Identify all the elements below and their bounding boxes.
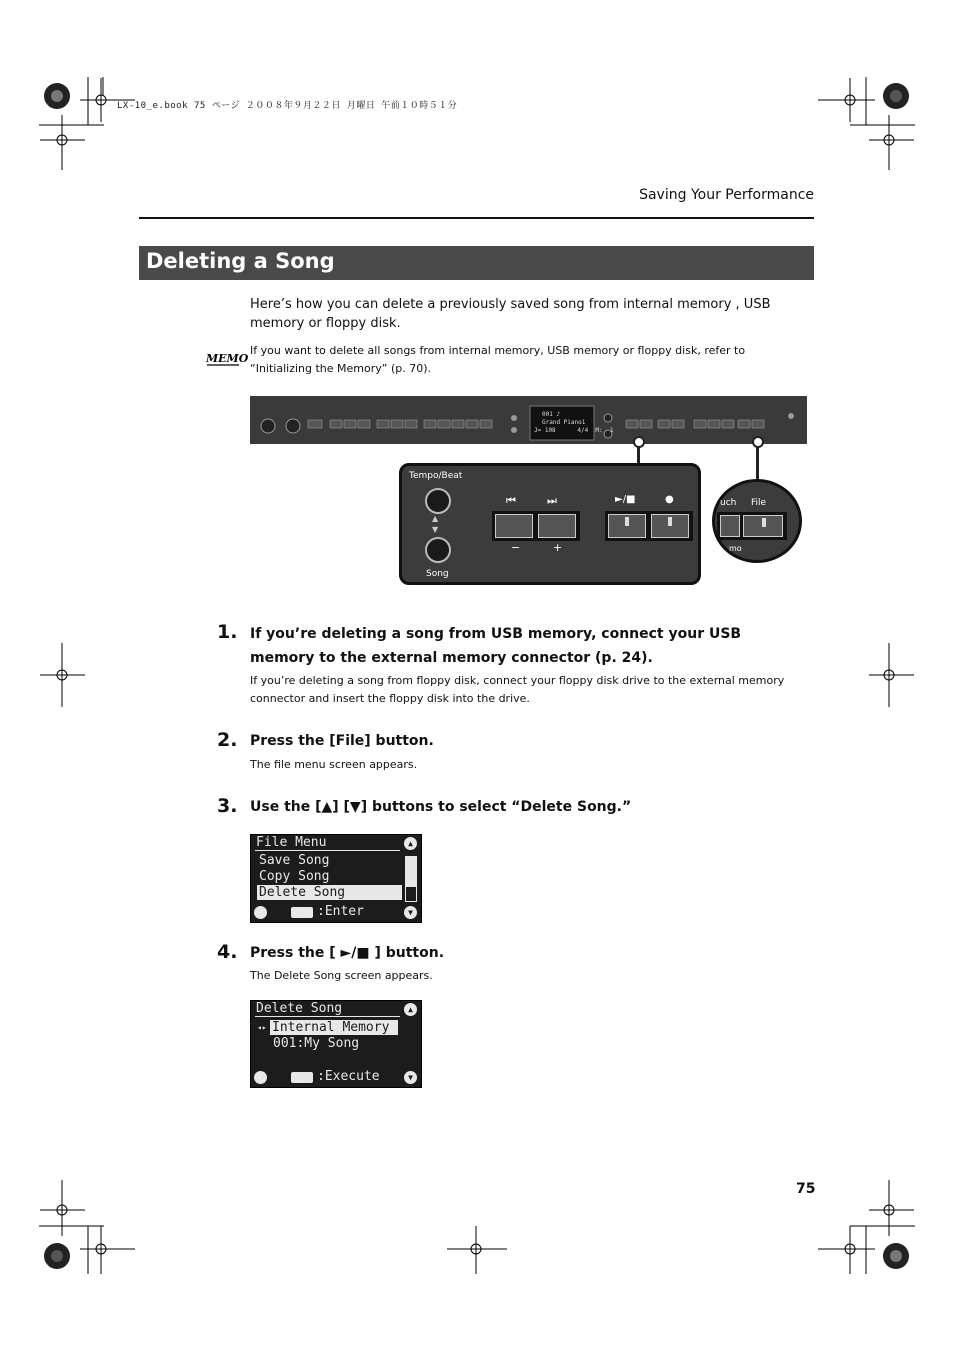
arrow-up-icon: ▲: [432, 514, 439, 523]
touch-label: uch: [720, 498, 737, 508]
header-rule: [139, 217, 814, 219]
print-meta: LX-10_e.book 75 ページ ２００８年９月２２日 月曜日 午前１０時５１分: [117, 101, 458, 111]
memo-text: If you want to delete all songs from internal memory, USB memory or floppy disk, refer to “Initializing the Memory” (p. 70).: [250, 344, 746, 375]
lcd-left-right-icon: ◂▸: [257, 1023, 267, 1032]
step-3-number: 3.: [217, 795, 238, 817]
file-label: File: [751, 498, 767, 508]
lcd-file-menu-footer: :Enter: [317, 904, 364, 919]
touch-button[interactable]: [720, 515, 740, 537]
lcd-file-menu-title: File Menu: [256, 835, 327, 850]
rewind-icon: ⏮: [506, 494, 516, 507]
song-label: Song: [426, 569, 449, 579]
step-4-number: 4.: [217, 941, 238, 963]
step-2-heading: Press the [File] button.: [250, 733, 434, 749]
lcd-back-icon: [254, 1071, 267, 1084]
lcd-menu-item: Save Song: [259, 853, 330, 868]
file-indicator-icon: [762, 518, 766, 527]
lcd-down-icon: ▼: [404, 1071, 417, 1084]
step-2-number: 2.: [217, 729, 238, 751]
lcd-menu-item-selected: Delete Song: [257, 885, 402, 900]
plus-label: +: [553, 541, 563, 554]
title-bar: [139, 246, 814, 280]
panel-display-line3: J= 108 4/4 M: 1: [534, 427, 614, 434]
step-1-body: If you’re deleting a song from floppy disk, connect your floppy disk drive to the external memory connector and insert the floppy disk into the drive.: [250, 674, 785, 705]
panel-display: [534, 411, 614, 435]
fwd-button[interactable]: [538, 514, 576, 538]
lcd-up-icon: ▲: [404, 1003, 417, 1016]
step-3-heading: Use the [▲] [▼] buttons to select “Delete Song.”: [250, 799, 632, 815]
lcd-title-rule: [255, 1016, 400, 1017]
lcd-back-icon: [254, 906, 267, 919]
lcd-down-icon: ▼: [404, 906, 417, 919]
file-button[interactable]: [743, 515, 783, 537]
transport-panel-zoom: [399, 463, 701, 585]
lcd-menu-item: Copy Song: [259, 869, 330, 884]
lcd-song-name: 001:My Song: [273, 1036, 360, 1051]
arrow-down-icon: ▼: [432, 525, 439, 534]
minus-label: −: [511, 541, 521, 554]
play-indicator-icon: [625, 517, 629, 526]
tempo-beat-label: Tempo/Beat: [409, 471, 463, 481]
panel-display-line1: 001 ♪: [542, 411, 561, 418]
play-rec-button-frame: [605, 511, 693, 541]
intro-paragraph: Here’s how you can delete a previously saved song from internal memory , USB memory or floppy disk.: [250, 297, 771, 331]
lcd-memory-target: Internal Memory: [270, 1020, 398, 1035]
fast-forward-icon: ⏭: [547, 494, 557, 507]
lcd-file-menu: [250, 834, 422, 923]
file-button-zoom: [712, 479, 802, 563]
record-button[interactable]: [651, 514, 689, 538]
tempo-up-knob[interactable]: [425, 488, 451, 514]
memo-label: mo: [729, 544, 742, 553]
play-stop-icon: ►/■: [615, 494, 636, 505]
bwd-fwd-button-frame: [492, 511, 580, 541]
lcd-title-rule: [255, 850, 400, 851]
lcd-delete-song-footer: :Execute: [317, 1069, 380, 1084]
lcd-scrollbar: [405, 856, 417, 902]
callout-dots: [630, 434, 770, 448]
tempo-arrows: [432, 513, 438, 535]
lcd-up-icon: ▲: [404, 837, 417, 850]
lcd-play-key-icon: [291, 907, 313, 918]
step-4-body: The Delete Song screen appears.: [250, 969, 433, 982]
step-4-heading: Press the [ ►/■ ] button.: [250, 945, 445, 961]
panel-display-line2: Grand Piano1: [542, 419, 586, 426]
page-title: Deleting a Song: [146, 249, 335, 273]
record-icon: ●: [665, 494, 674, 505]
memo-icon: [205, 348, 249, 368]
play-stop-button[interactable]: [608, 514, 646, 538]
step-1-number: 1.: [217, 621, 238, 643]
lcd-delete-song: [250, 1000, 422, 1088]
song-knob[interactable]: [425, 537, 451, 563]
section-label: Saving Your Performance: [639, 187, 814, 203]
memo-icon-label: MEMO: [206, 352, 249, 365]
record-indicator-icon: [668, 517, 672, 526]
page-number: 75: [796, 1181, 816, 1197]
lcd-delete-song-title: Delete Song: [256, 1001, 343, 1016]
lcd-play-key-icon: [291, 1072, 313, 1083]
step-2-body: The file menu screen appears.: [250, 758, 418, 771]
bwd-button[interactable]: [495, 514, 533, 538]
step-1-heading: If you’re deleting a song from USB memory, connect your USB memory to the external memory connector (p. 24).: [250, 626, 742, 666]
file-button-frame: [717, 512, 787, 540]
